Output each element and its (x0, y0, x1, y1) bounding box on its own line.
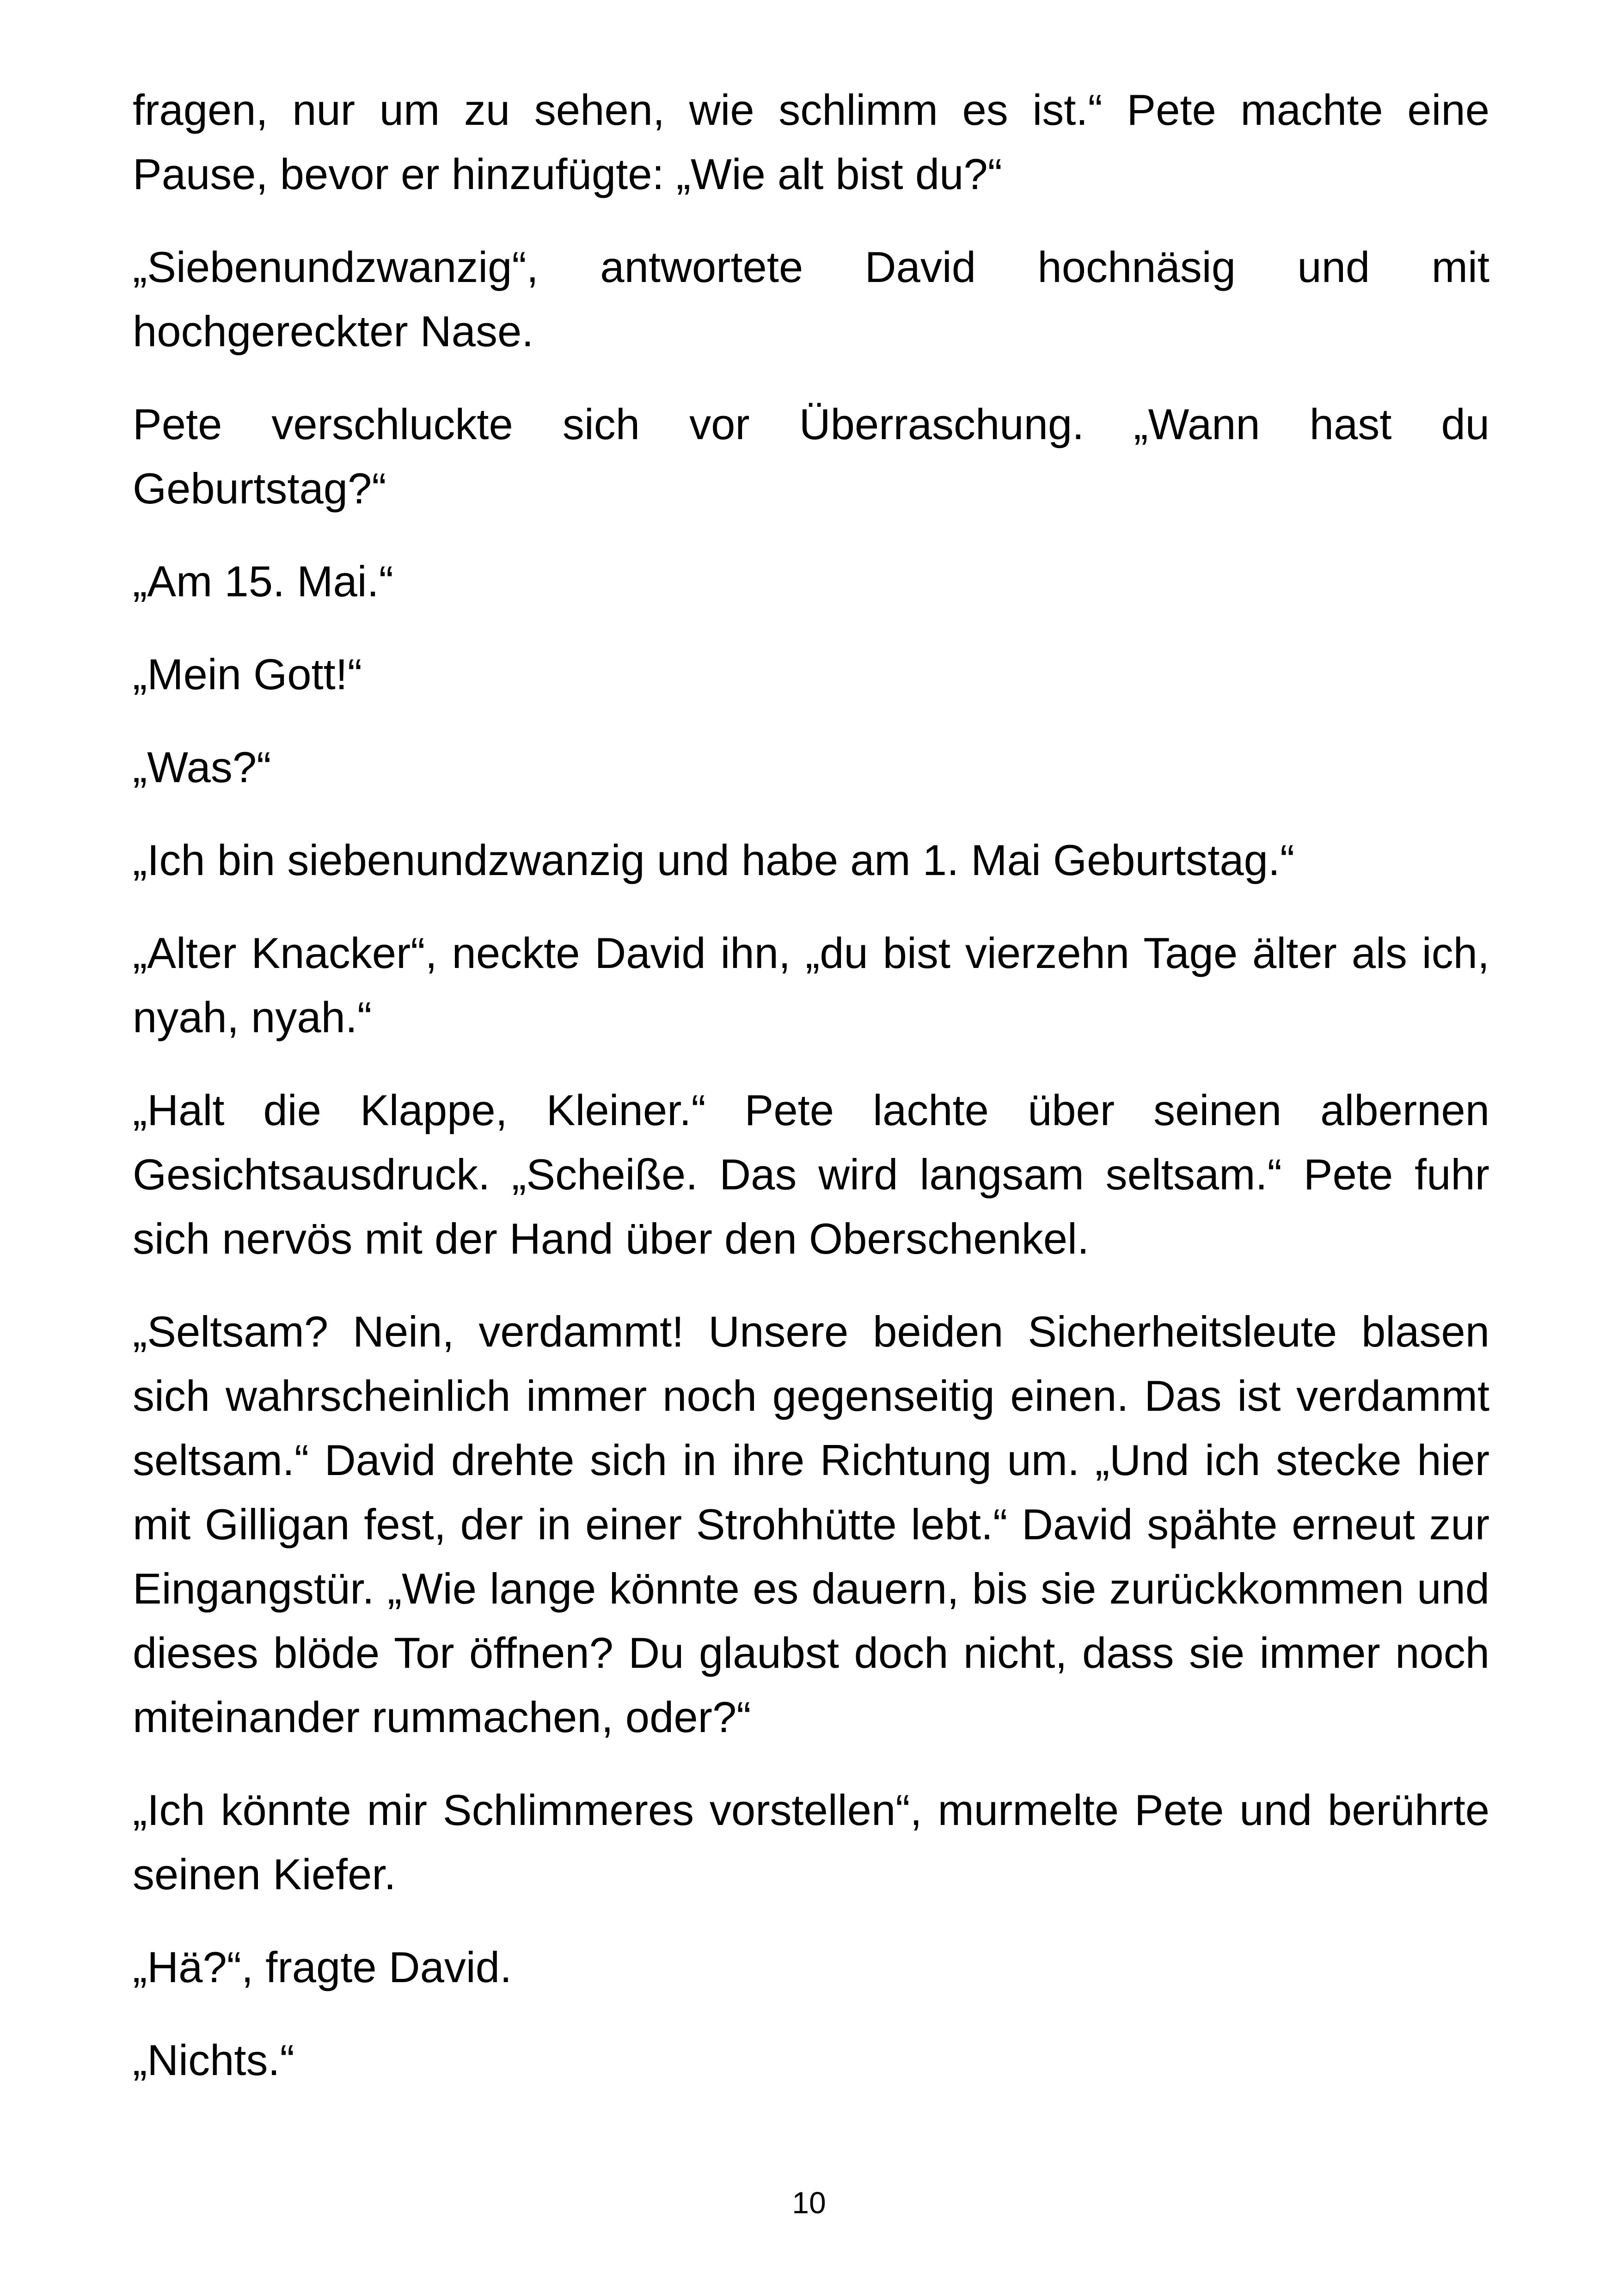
paragraph-10: „Seltsam? Nein, verdammt! Unsere beiden Sicherheitsleute blasen sich wahrscheinlich immer noch gegenseitig einen. Das ist verdammt seltsam.“ David drehte sich in ihre Richtung um. „Und ich stecke hier mit Gilligan fest, der in einer Strohhütte lebt.“ David spähte erneut zur Eingangstür. „Wie lange könnte es dauern, bis sie zurückkommen und dieses blöde Tor öffnen? Du glaubst doch nicht, dass sie immer noch miteinander rummachen, oder?“ (133, 1307, 1489, 1741)
page-number: 10 (792, 2186, 826, 2220)
paragraph-12: „Hä?“, fragte David. (133, 1943, 512, 1991)
paragraph-5: „Mein Gott!“ (133, 650, 362, 698)
paragraph-11: „Ich könnte mir Schlimmeres vorstellen“, murmelte Pete und berührte seinen Kiefer. (133, 1786, 1489, 1898)
paragraph-4: „Am 15. Mai.“ (133, 557, 394, 606)
paragraph-9: „Halt die Klappe, Kleiner.“ Pete lachte über seinen albernen Gesichtsausdruck. „Scheiße. Das wird langsam seltsam.“ Pete fuhr sich nervös mit der Hand über den Oberschenkel. (133, 1086, 1489, 1263)
paragraph-13: „Nichts.“ (133, 2036, 294, 2084)
paragraph-1: fragen, nur um zu sehen, wie schlimm es ist.“ Pete machte eine Pause, bevor er hinzufügte: „Wie alt bist du?“ (133, 86, 1489, 198)
paragraph-8: „Alter Knacker“, neckte David ihn, „du bist vierzehn Tage älter als ich, nyah, nyah.“ (133, 929, 1489, 1041)
paragraph-7: „Ich bin siebenundzwanzig und habe am 1. Mai Geburtstag.“ (133, 836, 1295, 884)
paragraph-3: Pete verschluckte sich vor Überraschung. „Wann hast du Geburtstag?“ (133, 400, 1489, 513)
paragraph-2: „Siebenundzwanzig“, antwortete David hochnäsig und mit hochgereckter Nase. (133, 243, 1489, 355)
paragraph-6: „Was?“ (133, 743, 271, 791)
body-text (133, 78, 1489, 2121)
